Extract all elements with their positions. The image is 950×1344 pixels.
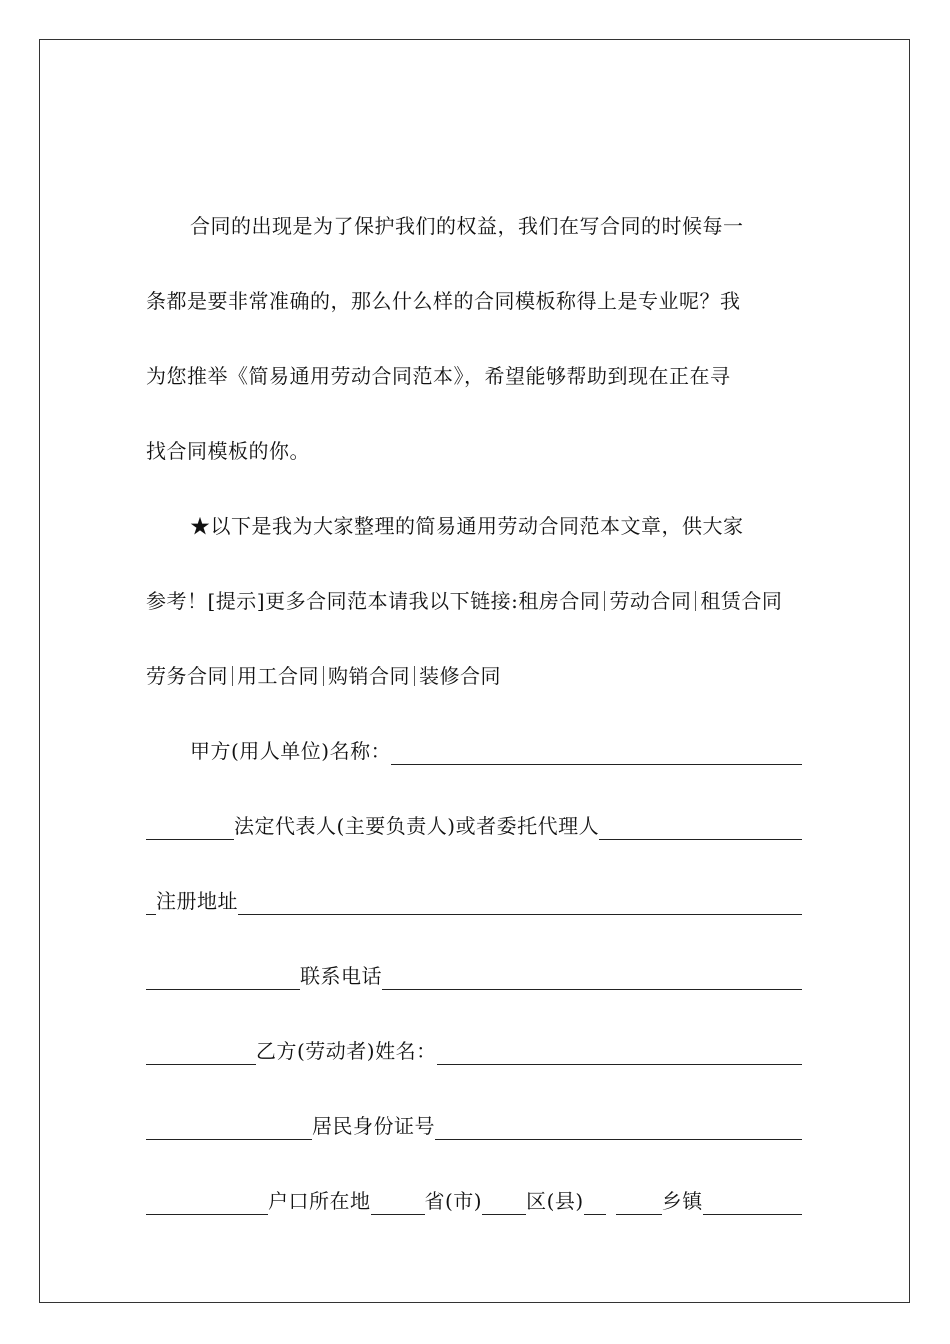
- notice-line-2: [146, 587, 802, 615]
- party-a-label: 甲方(用人单位)名称：: [190, 739, 392, 763]
- town-label: 乡镇: [661, 1189, 703, 1213]
- phone-label: 联系电话: [300, 964, 382, 988]
- id-number-row: [146, 1112, 802, 1140]
- link-labor[interactable]: 劳动合同: [609, 589, 692, 613]
- hukou-label: 户口所在地: [268, 1189, 371, 1213]
- reg-address-label: 注册地址: [156, 889, 238, 913]
- party-b-label: 乙方(劳动者)姓名：: [256, 1039, 437, 1063]
- intro-line-2: 条都是要非常准确的，那么什么样的合同模板称得上是专业呢？我: [146, 289, 741, 313]
- link-employment[interactable]: 用工合同: [237, 664, 319, 688]
- blank[interactable]: [146, 969, 300, 990]
- legal-rep-row: [146, 812, 802, 840]
- blank[interactable]: [371, 1194, 425, 1215]
- link-separator: [604, 591, 605, 611]
- link-purchase[interactable]: 购销合同: [328, 664, 410, 688]
- link-separator: [232, 666, 233, 686]
- blank[interactable]: [482, 1194, 526, 1215]
- blank[interactable]: [146, 1119, 312, 1140]
- blank[interactable]: [584, 1194, 606, 1215]
- blank[interactable]: [146, 1044, 256, 1065]
- notice-line-1: ★以下是我为大家整理的简易通用劳动合同范本文章，供大家: [190, 514, 744, 538]
- link-lease[interactable]: 租赁合同: [700, 589, 783, 613]
- hukou-row: [146, 1187, 802, 1215]
- link-separator: [414, 666, 415, 686]
- phone-row: [146, 962, 802, 990]
- blank[interactable]: [146, 894, 156, 915]
- notice-prefix: 参考！[提示]更多合同范本请我以下链接:: [146, 589, 519, 613]
- province-label: 省(市): [424, 1189, 483, 1213]
- legal-rep-label: 法定代表人(主要负责人)或者委托代理人: [234, 814, 600, 838]
- id-number-label: 居民身份证号: [312, 1114, 435, 1138]
- id-number-blank[interactable]: [435, 1119, 802, 1140]
- reg-address-row: [146, 887, 802, 915]
- party-b-row: [146, 1037, 802, 1065]
- blank[interactable]: [146, 1194, 268, 1215]
- district-label: 区(县): [526, 1189, 584, 1213]
- link-rent[interactable]: 租房合同: [518, 589, 601, 613]
- legal-rep-blank[interactable]: [599, 819, 802, 840]
- party-b-blank[interactable]: [437, 1044, 802, 1065]
- link-separator: [695, 591, 696, 611]
- party-a-blank[interactable]: [391, 744, 802, 765]
- intro-line-1: 合同的出现是为了保护我们的权益，我们在写合同的时候每一: [190, 214, 744, 238]
- link-separator: [323, 666, 324, 686]
- party-a-row: [190, 737, 802, 765]
- notice-line-3: [146, 662, 802, 690]
- intro-line-3: 为您推举《简易通用劳动合同范本》，希望能够帮助到现在正在寻: [146, 364, 731, 388]
- phone-blank[interactable]: [382, 969, 802, 990]
- blank[interactable]: [703, 1194, 802, 1215]
- reg-address-blank[interactable]: [238, 894, 802, 915]
- blank[interactable]: [146, 819, 234, 840]
- intro-line-4: 找合同模板的你。: [146, 439, 310, 463]
- link-service[interactable]: 劳务合同: [146, 664, 228, 688]
- blank[interactable]: [616, 1194, 662, 1215]
- link-decoration[interactable]: 装修合同: [419, 664, 501, 688]
